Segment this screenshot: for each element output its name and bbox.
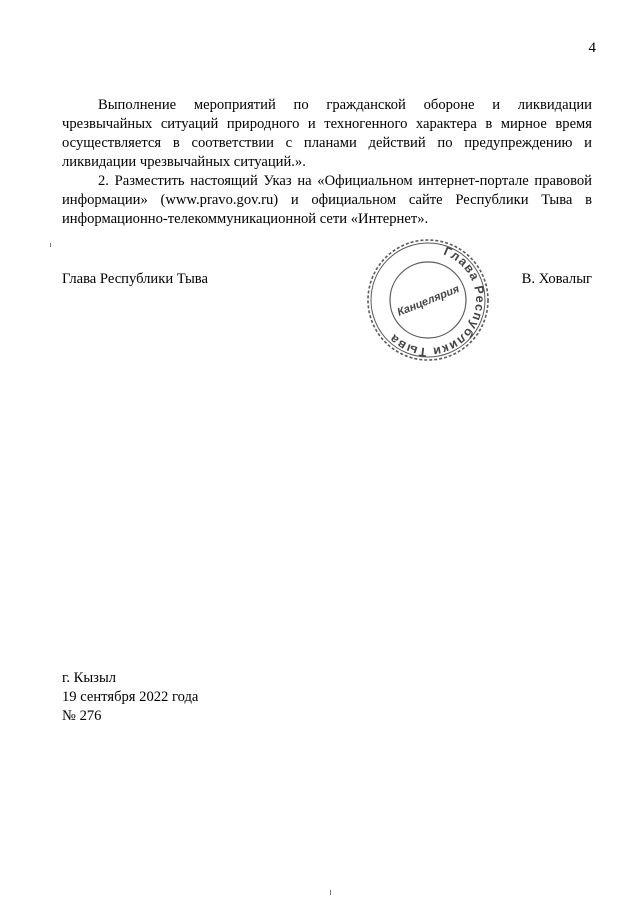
page-number: 4 (588, 40, 596, 56)
scan-speck (50, 243, 51, 247)
scan-speck (330, 890, 331, 895)
stamp-outer-text: Глава Республики Тыва (386, 244, 488, 360)
document-body (62, 96, 592, 229)
signature-name: В. Ховалыг (521, 271, 592, 287)
paragraph-publication: 2. Разместить настоящий Указ на «Официальном интернет-портале правовой информации» (www.pravo.gov.ru) и официальном сайте Республики Тыва в информационно-телекоммуникационной сети «Интернет». (62, 173, 592, 227)
city: г. Кызыл (62, 670, 117, 686)
decree-number: № 276 (62, 708, 102, 724)
official-stamp (366, 238, 490, 362)
signature-title: Глава Республики Тыва (62, 271, 208, 287)
date: 19 сентября 2022 года (62, 689, 199, 705)
document-footer (62, 669, 198, 726)
stamp-inner-text: Канцелярия (395, 283, 462, 319)
paragraph-civil-defense: Выполнение мероприятий по гражданской обороне и ликвидации чрезвычайных ситуаций природного и техногенного характера в мирное время осуществляется в соответствии с планами действий по предупреждению и ликвидации чрезвычайных ситуаций.». (62, 97, 592, 170)
